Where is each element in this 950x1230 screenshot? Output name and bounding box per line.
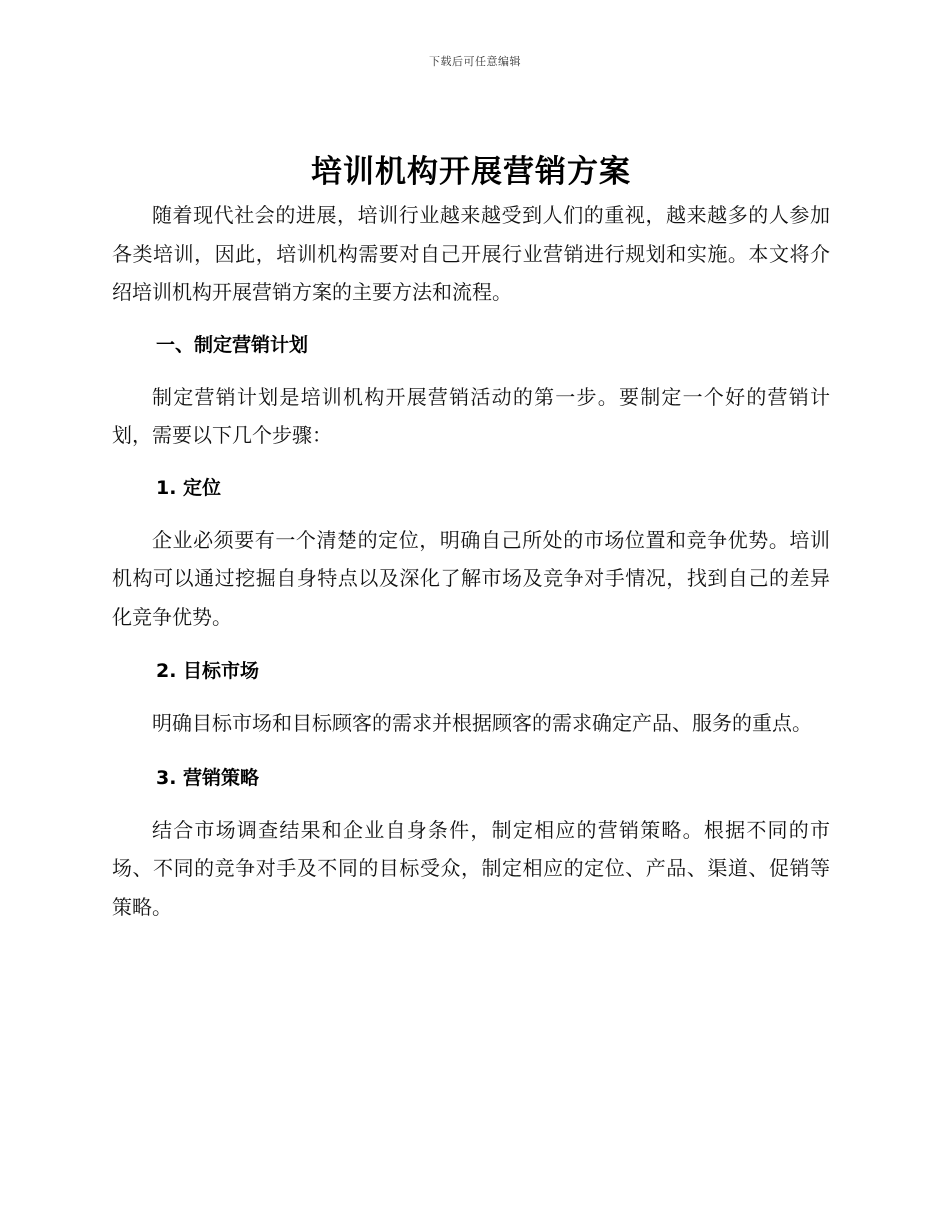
header-note: 下载后可任意编辑 [429,55,521,68]
step-paragraph-strategy: 结合市场调查结果和企业自身条件，制定相应的营销策略。根据不同的市场、不同的竞争对手及不同的目标受众，制定相应的定位、产品、渠道、促销等策略。 [112,817,830,919]
spacer [112,455,830,469]
step-heading-strategy: 3. 营销策略 [156,766,260,789]
spacer [112,364,830,378]
spacer [112,797,830,811]
document-body [112,148,830,926]
step-paragraph-positioning: 企业必须要有一个清楚的定位，明确自己所处的市场位置和竞争优势。培训机构可以通过挖掘自身特点以及深化了解市场及竞争对手情况，找到自己的差异化竞争优势。 [112,527,830,629]
section-paragraph-plan: 制定营销计划是培训机构开展营销活动的第一步。要制定一个好的营销计划，需要以下几个步骤： [112,384,830,447]
spacer [112,690,830,704]
spacer [112,507,830,521]
spacer [112,312,830,326]
step-heading-target-market: 2. 目标市场 [156,660,260,682]
spacer [112,743,830,759]
section-heading-plan: 一、制定营销计划 [156,333,309,356]
step-paragraph-target-market: 明确目标市场和目标顾客的需求并根据顾客的需求确定产品、服务的重点。 [152,711,812,735]
step-heading-positioning: 1. 定位 [156,476,222,499]
spacer [112,636,830,652]
document-title: 培训机构开展营销方案 [311,154,631,190]
intro-paragraph: 随着现代社会的进展，培训行业越来越受到人们的重视，越来越多的人参加各类培训，因此，培训机构需要对自己开展行业营销进行规划和实施。本文将介绍培训机构开展营销方案的主要方法和流程。 [112,203,830,304]
